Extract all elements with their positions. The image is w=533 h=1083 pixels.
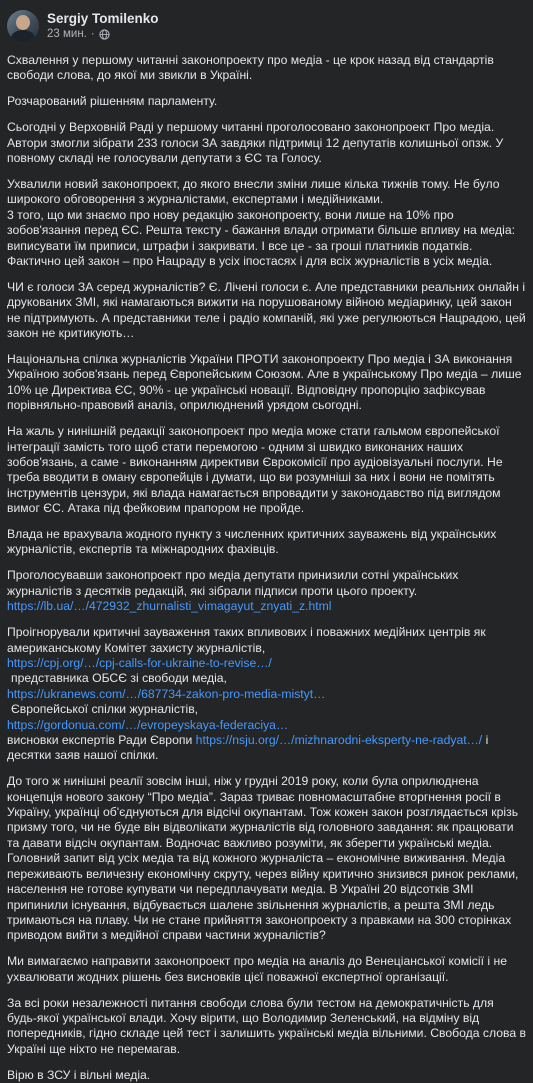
link-gordon[interactable]: https://gordonua.com/…/evropeyskaya-federaciya…	[7, 717, 289, 732]
post-time[interactable]: 23 мин.	[47, 28, 87, 40]
paragraph-8: Влада не врахувала жодного пункту з численних критичних зауважень від українських журналістів, експертів та міжнародних фахівців.	[7, 527, 497, 557]
post-body	[7, 53, 526, 1083]
paragraph-7: На жаль у нинішній редакції законопроект про медіа може стати гальмом європейської інтеграції замість того щоб стати перемогою - одним зі швидко виконаних наших зобов'язань, а саме - виконанням директиви Єврокомісії про аудіовізуальні послуги. Не треба вводити в оману європейців і думати, що ви розумніші за них і вони не помітять інструментів цензури, які влада намагається впровадити у законодавство під виглядом вимог ЄС. Атака під фейковим прапором не пройде.	[7, 424, 503, 516]
paragraph-10-intro: Проігнорували критичні зауваження таких впливових і поважних медійних центрів як американському Комітет захисту журналістів,	[7, 625, 486, 655]
author-name[interactable]: Sergiy Tomilenko	[47, 11, 159, 26]
link-nsju[interactable]: https://nsju.org/…/mizhnarodni-eksperty-ne-radyat…/	[195, 732, 483, 747]
link-cpj[interactable]: https://cpj.org/…/cpj-calls-for-ukraine-to-revise…/	[7, 655, 272, 670]
coe-prefix: висновки експертів Ради Європи	[7, 732, 193, 747]
osce-text: представника ОБСЄ зі свободи медіа,	[11, 671, 227, 686]
paragraph-2: Розчарований рішенням парламенту.	[7, 94, 218, 109]
link-ukranews[interactable]: https://ukranews.com/…/687734-zakon-pro-media-mistyt…	[7, 686, 326, 701]
link-lb[interactable]: https://lb.ua/…/472932_zhurnalisti_vimagayut_znyati_z.html	[7, 599, 332, 614]
efj-text: Європейської спілки журналістів,	[11, 702, 199, 717]
paragraph-11: До того ж нинішні реалії зовсім інші, ніж у грудні 2019 року, коли була оприлюднена концепція нового закону “Про медіа”. Зараз триває повномасштабне вторгнення росії в Україну, українці об'єднуються для відсічі окупантам. Тож кожен закон розглядається крізь призму того, чи не буде він відволікати журналістів від головного завдання: як працювати та давати відсіч окупантам. Водночас важливо розуміти, як зберегти українські медіа. Головний запит від усіх медіа та від кожного журналіста – економічне виживання. Медіа переживають величезну економічну скруту, через війну критично знизився ринок реклами, населення не готове купувати чи передплачувати медіа. В Україні 20 відсотків ЗМІ припинили існування, відбувається шалене звільнення журналістів, а решта ЗМІ ледь тримаються на плаву. Чи не стане прийняття законопроекту з правками на 300 сторінках приводом вийти з медійної справи частини журналістів?	[7, 774, 519, 943]
paragraph-5: ЧИ є голоси ЗА серед журналістів? Є. Лічені голоси є. Але представники реальних онлайн і друкованих ЗМІ, які намагаються вижити на порушованому війною медіаринку, цей закон не підтримують. А представники теле і радіо компаній, які уже регулюються Нацрадою, цей закон не критикують…	[7, 279, 526, 341]
paragraph-9	[7, 568, 526, 614]
separator-dot: ·	[90, 28, 95, 40]
paragraph-13: За всі роки незалежності питання свободи слова були тестом на демократичність для будь-якої української влади. Хочу вірити, що Володимир Зеленський, на відміну від попередників, гідно складе цей тест і залишить українські медіа вільними. Свобода слова в Україні ще ніхто не перемагав.	[7, 995, 527, 1056]
paragraph-9-text: Проголосувавши законопроект про медіа депутати принизили сотні українських журналістів з десятків редакцій, які зібрали підписи проти цього проекту.	[7, 568, 459, 598]
post-meta	[47, 10, 159, 42]
paragraph-3: Сьогодні у Верховній Раді у першому читанні проголосовано законопроект Про медіа. Автори змогли зібрати 233 голоси ЗА завдяки підтримці 12 депутатів колишньої опзж. У повному складі не голосували депутати з ЄС та Голосу.	[7, 120, 504, 166]
paragraph-1: Схвалення у першому читанні законопроекту про медіа - це крок назад від стандартів свободи слова, до якої ми звикли в Україні.	[7, 53, 494, 83]
post-subline	[47, 27, 159, 42]
paragraph-12: Ми вимагаємо направити законопроект про медіа на аналіз до Венеціанської комісії і не ухвалювати жодних рішень без висновків цієї поважної експертної організації.	[7, 954, 507, 984]
paragraph-6: Національна спілка журналістів України ПРОТИ законопроекту Про медіа і ЗА виконання Україною зобов'язань перед Європейським Союзом. Але в українському Про медіа – лише 10% це Директива ЄС, 90% - це українські новації. Відповідну пропорцію зафіксував порівняльно-правовий аналіз, оприлюднений урядом сьогодні.	[7, 352, 522, 413]
globe-icon[interactable]	[99, 29, 110, 40]
paragraph-14: Вірю в ЗСУ і вільні медіа.	[7, 1067, 151, 1082]
post-header	[7, 8, 526, 44]
paragraph-4: Ухвалили новий законопроект, до якого внесли зміни лише кілька тижнів тому. Не було широкого обговорення з журналістами, експертами і медійниками. 3 того, що ми знаємо про нову редакцію законопроекту, вони лише на 10% про зобов'язання перед ЄС. Решта тексту - бажання влади отримати більше впливу на медіа: виписувати їм приписи, штрафи і закривати. І все це - за гроші платників податків. Фактично цей закон – про Нацраду в усіх іпостасях і для всіх журналістів в усіх медіа.	[7, 176, 516, 268]
coe-suffix: і десятки заяв нашої спілки.	[7, 732, 489, 763]
author-avatar[interactable]	[7, 10, 39, 42]
paragraph-10	[7, 625, 526, 764]
